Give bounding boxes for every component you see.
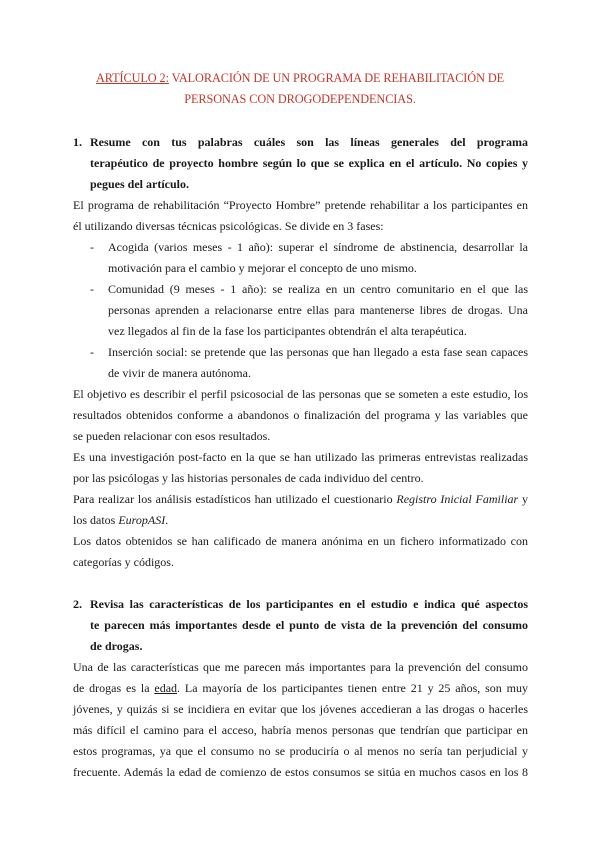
questionnaire-name: Registro Inicial Familiar <box>396 492 519 506</box>
answer-2-paragraph <box>73 657 528 783</box>
text-line: los datos EuropASI. <box>73 513 169 527</box>
question-line: te parecen más importantes desde el punto de vista de la prevención del consumo <box>90 618 528 632</box>
list-bullet: - <box>90 282 94 296</box>
text-line: Una de las características que me parecen más importantes para la prevención del consumo <box>73 660 528 674</box>
text-line: vez llegados al fin de la fase los participantes obtendrán el alta terapéutica. <box>108 324 467 338</box>
text-line: frecuente. Además la edad de comienzo de estos consumos se sitúa en muchos casos en los 8 <box>73 765 528 779</box>
text-line: Es una investigación post-facto en la que se han utilizado las primeras entrevistas realizadas <box>73 450 528 464</box>
text-line: El objetivo es describir el perfil psicosocial de las personas que se someten a este estudio, los <box>73 387 528 401</box>
text-line: Para realizar los análisis estadísticos han utilizado el cuestionario Registro Inicial Familiar y <box>73 492 528 506</box>
text-line: categorías y códigos. <box>73 555 174 569</box>
list-bullet: - <box>90 240 94 254</box>
objective-paragraph <box>73 384 528 447</box>
phase-acogida <box>108 237 528 279</box>
text-line: estos programas, ya que el consumo no se produciría o al menos no sería tan perjudicial y <box>73 744 528 758</box>
text-line: Inserción social: se pretende que las personas que han llegado a esta fase sean capaces <box>108 345 528 359</box>
text-line: resultados obtenidos conforme a abandonos o finalización del programa y las variables que <box>73 408 528 422</box>
text-line: jóvenes, y quizás si se incidiera en evitar que los jóvenes accedieran a las drogas o hacerles <box>73 702 528 716</box>
article-label: ARTÍCULO 2: <box>95 71 169 85</box>
article-title <box>60 68 540 110</box>
question-line: Revisa las características de los participantes en el estudio e indica qué aspectos <box>90 597 528 611</box>
phase-comunidad <box>108 279 528 342</box>
text-line: motivación para el cambio y mejorar el concepto de uno mismo. <box>108 261 417 275</box>
question-line: de drogas. <box>90 639 143 653</box>
text-line: Comunidad (9 meses - 1 año): se realiza en un centro comunitario en el que las <box>108 282 528 296</box>
text-line: él utilizando diversas técnicas psicológicas. Se divide en 3 fases: <box>73 219 384 233</box>
title-line2: PERSONAS CON DROGODEPENDENCIAS. <box>184 92 416 106</box>
text-line: por las psicólogas y las historias personales de cada individuo del centro. <box>73 471 424 485</box>
underlined-word: edad <box>154 681 178 695</box>
text-line: Los datos obtenidos se han calificado de manera anónima en un fichero informatizado con <box>73 534 528 548</box>
stats-paragraph <box>73 489 528 531</box>
research-paragraph <box>73 447 528 489</box>
data-paragraph <box>73 531 528 573</box>
text-line: de drogas es la edad. La mayoría de los participantes tienen entre 21 y 25 años, son muy <box>73 681 528 695</box>
question-line: terapéutico de proyecto hombre según lo que se explica en el artículo. No copies y <box>90 156 528 170</box>
question-2 <box>73 594 528 657</box>
question-number: 1. <box>73 135 82 149</box>
question-number: 2. <box>73 597 82 611</box>
text-line: personas aprenden a relacionarse entre ellas para mantenerse libres de drogas. Una <box>108 303 528 317</box>
text-line: de vivir de manera autónoma. <box>108 366 251 380</box>
text-line: El programa de rehabilitación “Proyecto Hombre” pretende rehabilitar a los participantes en <box>73 198 528 212</box>
question-line: pegues del artículo. <box>90 177 189 191</box>
answer-1-intro <box>73 195 528 237</box>
question-1 <box>73 132 528 195</box>
title-line1: VALORACIÓN DE UN PROGRAMA DE REHABILITACIÓN DE <box>168 71 505 85</box>
text-line: más difícil el camino para el acceso, habría menos personas que tendrían que participar en <box>73 723 528 737</box>
list-bullet: - <box>90 345 94 359</box>
dataset-name: EuropASI <box>118 513 166 527</box>
phase-insercion <box>108 342 528 384</box>
text-line: Acogida (varios meses - 1 año): superar el síndrome de abstinencia, desarrollar la <box>108 240 528 254</box>
question-line: Resume con tus palabras cuáles son las líneas generales del programa <box>90 135 528 149</box>
text-line: se pueden relacionar con esos resultados. <box>73 429 271 443</box>
